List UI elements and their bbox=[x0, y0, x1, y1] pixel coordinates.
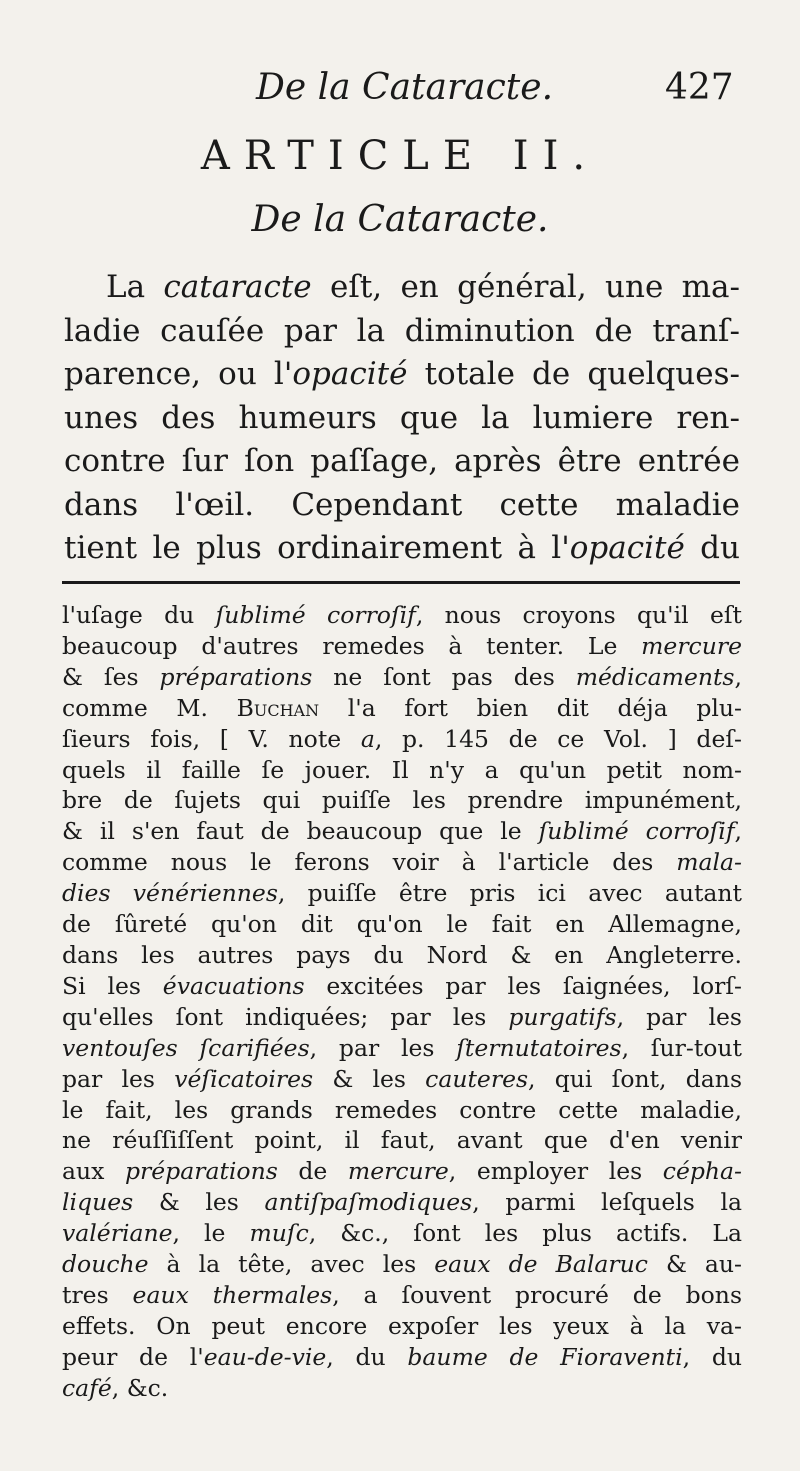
footnote-line bbox=[62, 1156, 742, 1187]
italic-term: évacuations bbox=[162, 971, 305, 1000]
text-run: beaucoup d'autres remedes à tenter. Le bbox=[62, 631, 642, 660]
footnote-line bbox=[62, 631, 742, 662]
text-run: de ſûreté qu'on dit qu'on le fait en Allemagne, bbox=[62, 910, 742, 939]
italic-term: baume de Fioraventi bbox=[407, 1342, 683, 1371]
italic-term: opacité bbox=[292, 356, 408, 392]
text-run: dans les autres pays du Nord & en Angleterre. bbox=[62, 940, 742, 969]
small-caps-name: Buchan bbox=[236, 693, 320, 722]
text-run: qu'elles ſont indiquées; par les bbox=[62, 1002, 509, 1031]
text-run: La bbox=[106, 269, 164, 305]
footnote-line bbox=[62, 693, 742, 724]
text-run: totale de quelques- bbox=[407, 356, 740, 392]
footnote-line bbox=[62, 1002, 742, 1033]
italic-term: muſc bbox=[249, 1219, 309, 1248]
footnote-line bbox=[62, 755, 742, 786]
running-title: De la Cataracte. bbox=[256, 67, 554, 108]
text-run: par les bbox=[62, 1064, 175, 1093]
footnote-line bbox=[62, 1218, 742, 1249]
main-text-line bbox=[64, 484, 740, 528]
text-run: , par les bbox=[309, 1033, 457, 1062]
text-run: , a ſouvent procuré de bons bbox=[332, 1280, 742, 1309]
text-run: bre de ſujets qui puiſſe les prendre impunément, bbox=[62, 786, 742, 815]
main-text-line bbox=[64, 397, 740, 441]
italic-term: eau-de-vie bbox=[203, 1342, 327, 1371]
footnote-line bbox=[62, 1125, 742, 1156]
text-run: eſt, en général, une ma- bbox=[311, 269, 740, 305]
italic-term: mercure bbox=[347, 1157, 449, 1186]
italic-term: ſublimé corroſif bbox=[538, 817, 735, 846]
italic-term: ſublimé corroſif bbox=[215, 601, 416, 629]
italic-term: cataracte bbox=[163, 269, 312, 305]
italic-term: valériane bbox=[62, 1219, 173, 1248]
italic-term: eaux thermales bbox=[132, 1280, 333, 1309]
main-text-line bbox=[64, 440, 740, 484]
footnote-line bbox=[62, 1033, 742, 1064]
footnote-line bbox=[62, 1187, 742, 1218]
text-run: parence, ou l' bbox=[64, 356, 293, 392]
text-run: peur de l' bbox=[62, 1342, 204, 1371]
text-run: , parmi leſquels la bbox=[472, 1188, 743, 1217]
italic-term: mala- bbox=[676, 848, 742, 877]
italic-term: dies vénériennes bbox=[62, 879, 278, 908]
text-run: effets. On peut encore expoſer les yeux à la va- bbox=[62, 1311, 742, 1340]
text-run: excitées par les ſaignées, lorſ- bbox=[304, 971, 742, 1000]
italic-term: cépha- bbox=[662, 1157, 742, 1186]
page-header bbox=[0, 62, 800, 122]
footnote-line bbox=[62, 1342, 742, 1373]
main-text-line bbox=[64, 527, 740, 571]
text-run: & les bbox=[133, 1188, 265, 1217]
footnote-line bbox=[62, 1095, 742, 1126]
text-run: & il s'en faut de beaucoup que le bbox=[62, 817, 539, 846]
italic-term: liques bbox=[62, 1188, 134, 1217]
text-run: tient le plus ordinairement à l' bbox=[64, 530, 570, 566]
italic-term: ventouſes ſcarifiées bbox=[62, 1033, 310, 1062]
italic-term: ſternutatoires bbox=[456, 1033, 622, 1062]
text-run: quels il faille ſe jouer. Il n'y a qu'un petit nom- bbox=[62, 755, 742, 784]
footnote-line bbox=[62, 816, 742, 847]
text-run: & au- bbox=[647, 1250, 742, 1279]
footnote-line bbox=[62, 1373, 742, 1404]
text-run: tres bbox=[62, 1280, 133, 1309]
text-run: , du bbox=[326, 1342, 408, 1371]
text-run: , le bbox=[172, 1219, 250, 1248]
italic-term: opacité bbox=[569, 530, 685, 566]
text-run: à la tête, avec les bbox=[148, 1250, 435, 1279]
text-run: , &c., ſont les plus actifs. La bbox=[308, 1219, 742, 1248]
text-run: , &c. bbox=[111, 1373, 169, 1402]
footnote-paragraph bbox=[62, 600, 742, 1404]
italic-term: véſicatoires bbox=[174, 1064, 314, 1093]
text-run: , bbox=[734, 817, 742, 846]
text-run: , par les bbox=[616, 1002, 742, 1031]
footnote-line bbox=[62, 971, 742, 1002]
text-run: , p. 145 de ce Vol. ] deſ- bbox=[374, 724, 742, 753]
italic-term: eaux de Balaruc bbox=[434, 1250, 648, 1279]
italic-term: cauteres bbox=[425, 1064, 529, 1093]
footnote-line bbox=[62, 785, 742, 816]
text-run: , ſur-tout bbox=[621, 1033, 742, 1062]
main-paragraph bbox=[64, 266, 740, 571]
footnote-line bbox=[62, 909, 742, 940]
italic-term: préparations bbox=[159, 662, 313, 691]
text-run: & les bbox=[313, 1064, 426, 1093]
footnote-line bbox=[62, 600, 742, 631]
text-run: unes des humeurs que la lumiere ren- bbox=[64, 399, 740, 436]
text-run: comme M. bbox=[62, 693, 237, 722]
text-run: & ſes bbox=[62, 662, 160, 691]
text-run: l'uſage du bbox=[62, 601, 216, 629]
text-run: , du bbox=[682, 1342, 743, 1371]
text-run: du bbox=[684, 530, 740, 566]
text-run: ladie cauſée par la diminution de tranſ- bbox=[64, 312, 740, 349]
italic-term: préparations bbox=[124, 1157, 278, 1186]
main-text-line bbox=[64, 310, 740, 354]
text-run: l'a fort bien dit déja plu- bbox=[319, 693, 742, 722]
footnote-line bbox=[62, 847, 742, 878]
text-run: , employer les bbox=[448, 1157, 663, 1186]
text-run: ne ſont pas des bbox=[312, 662, 576, 691]
text-run: de bbox=[277, 1157, 348, 1186]
main-text-line bbox=[64, 353, 740, 397]
text-run: , nous croyons qu'il eſt bbox=[415, 601, 743, 629]
footnote-line bbox=[62, 662, 742, 693]
text-run: , bbox=[734, 662, 742, 691]
text-run: ne réuſſiſſent point, il faut, avant que d'en venir bbox=[62, 1126, 742, 1155]
text-run: contre ſur ſon paſſage, après être entrée bbox=[64, 443, 740, 479]
text-run: comme nous le ferons voir à l'article des bbox=[62, 848, 677, 877]
main-text-line bbox=[64, 266, 740, 310]
text-run: , qui ſont, dans bbox=[528, 1064, 742, 1093]
article-heading: ARTICLE II. bbox=[200, 133, 600, 179]
italic-term: purgatifs bbox=[508, 1002, 617, 1031]
page-number: 427 bbox=[665, 67, 734, 108]
footnote-line bbox=[62, 878, 742, 909]
footnote-line bbox=[62, 1064, 742, 1095]
text-run: aux bbox=[62, 1157, 125, 1186]
section-title: De la Cataracte. bbox=[251, 199, 549, 240]
italic-term: douche bbox=[62, 1250, 149, 1279]
italic-term: antiſpaſmodiques bbox=[264, 1188, 473, 1217]
italic-term: a bbox=[360, 724, 375, 753]
text-run: , puiſſe être pris ici avec autant bbox=[277, 879, 742, 908]
footnote-line bbox=[62, 724, 742, 755]
italic-term: café bbox=[62, 1373, 112, 1402]
italic-term: mercure bbox=[641, 631, 742, 660]
text-run: Si les bbox=[62, 971, 163, 1000]
footnote-line bbox=[62, 940, 742, 971]
footnote-divider bbox=[62, 581, 740, 584]
text-run: le fait, les grands remedes contre cette maladie, bbox=[62, 1095, 742, 1124]
text-run: ſieurs fois, [ V. note bbox=[62, 724, 361, 753]
footnote-line bbox=[62, 1280, 742, 1311]
italic-term: médicaments bbox=[575, 662, 735, 691]
footnote-line bbox=[62, 1249, 742, 1280]
footnote-line bbox=[62, 1311, 742, 1342]
text-run: dans l'œil. Cependant cette maladie bbox=[64, 486, 740, 523]
